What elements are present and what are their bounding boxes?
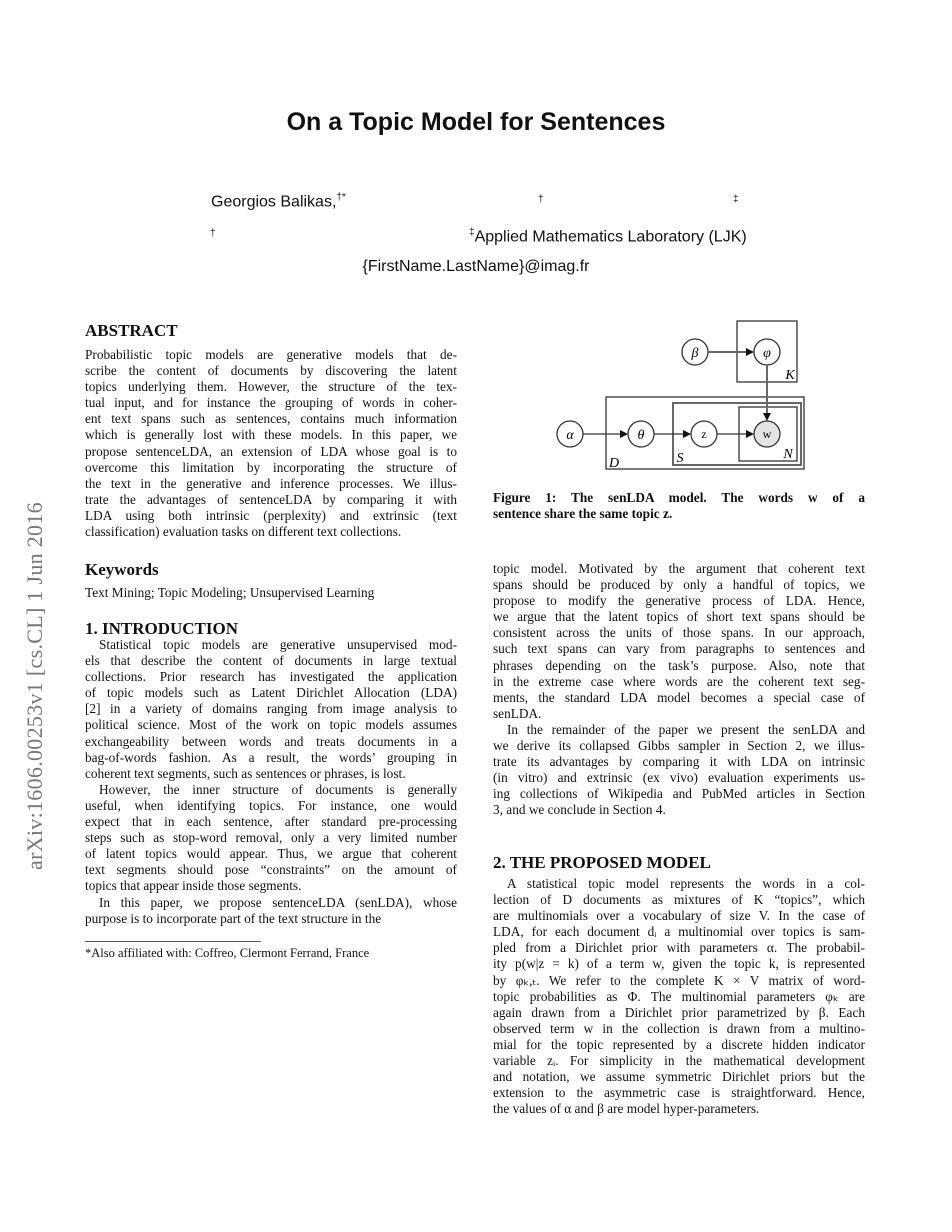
text-line: political science. Most of the work on topic models assumes	[85, 717, 457, 733]
text-line: consistent across the units of those spans. In our approach,	[493, 625, 865, 641]
text-line: LDA using both intrinsic (perplexity) and extrinsic (text	[85, 507, 457, 523]
text-line: purpose is to incorporate part of the text structure in the	[85, 910, 382, 926]
text-line: we argue that the latent topics of short text spans should be	[493, 609, 865, 625]
text-line: useful, when identifying topics. For instance, one would	[85, 797, 457, 813]
arxiv-identifier: arXiv:1606.00253v1 [cs.CL] 1 Jun 2016	[22, 502, 47, 870]
label-phi: φ	[763, 346, 771, 361]
text-line: of topic models such as Latent Dirichlet Allocation (LDA)	[85, 685, 457, 701]
text-line: by φₖ,ₜ. We refer to the complete K × V matrix of word-	[493, 972, 865, 988]
text-line: Statistical topic models are generative unsupervised mod-	[99, 637, 457, 652]
text-line: the text in the generative and inference processes. We illus-	[85, 475, 457, 491]
label-w: w	[762, 427, 772, 441]
text-line: such text spans can vary from paragraphs to sentences and	[493, 641, 865, 657]
text-line: of latent topics would appear. Thus, we argue that coherent	[85, 846, 457, 862]
text-line: again drawn from a Dirichlet prior parametrized by β. Each	[493, 1004, 865, 1020]
text-line: senLDA.	[493, 705, 542, 721]
text-line: are multinomials over a vocabulary of size V. In the case of	[493, 908, 865, 924]
text-line: ity p(w|z = k) of a term w, given the topic k, is represented	[493, 956, 865, 972]
text-line: the values of α and β are model hyper-parameters.	[493, 1101, 760, 1117]
plate-label-S: S	[676, 451, 684, 466]
text-line: topic model. Motivated by the argument that coherent text	[493, 561, 865, 576]
text-line: propose sentenceLDA, an extension of LDA whose goal is to	[85, 443, 457, 459]
text-line: (in vitro) and extrinsic (ex vivo) evaluation experiments us-	[493, 770, 865, 786]
intro-continued	[493, 561, 865, 819]
text-line: overcome this limitation by incorporating the structure of	[85, 459, 457, 475]
text-line: text segments should pose “constraints” on the amount of	[85, 862, 457, 878]
text-line: However, the inner structure of documents is generally	[99, 781, 457, 797]
affiliation-lab	[469, 227, 747, 246]
affiliation-name: Applied Mathematics Laboratory (LJK)	[474, 228, 747, 246]
text-line: in the extreme case where words are the coherent text seg-	[493, 673, 865, 689]
abstract-heading: ABSTRACT	[85, 321, 178, 340]
label-beta: β	[691, 346, 699, 361]
text-line: [2] in a variety of domains ranging from image analysis to	[85, 701, 457, 717]
paper-title: On a Topic Model for Sentences	[286, 108, 666, 136]
text-line: ments, the standard LDA model becomes a special case of	[493, 689, 865, 705]
text-line: expect that in each sentence, after standard pre-processing	[85, 814, 457, 830]
plate-label-N: N	[783, 447, 793, 462]
text-line: In this paper, we propose sentenceLDA (senLDA), whose	[99, 894, 457, 910]
text-line: tual input, and for instance the grouping of words in coher-	[85, 395, 457, 411]
text-line: LDA, for each document dᵢ a multinomial over topics is sam-	[493, 924, 865, 940]
plate-label-D: D	[608, 456, 620, 471]
text-line: trate the advantages of sentenceLDA by comparing it with	[85, 491, 457, 507]
text-line: variable zᵢ. For simplicity in the mathematical development	[493, 1053, 865, 1069]
text-line: lection of D documents as mixtures of K “topics”, which	[493, 892, 865, 908]
text-line: coherent text segments, such as sentences or phrases, is lost.	[85, 765, 406, 781]
abstract-body	[85, 347, 457, 540]
text-line: A statistical topic model represents the words in a col-	[507, 876, 865, 891]
figure-caption	[493, 490, 865, 522]
text-line: pled from a Dirichlet prior with parameters α. The probabil-	[493, 940, 865, 956]
author-mark: ‡	[733, 194, 739, 205]
text-line: topics underlying them. However, the structure of the tex-	[85, 379, 457, 395]
author-mark: †	[538, 194, 544, 205]
text-line: scribe the content of documents by discovering the latent	[85, 363, 457, 379]
text-line: Probabilistic topic models are generative models that de-	[85, 347, 457, 362]
text-line: which is generally lost with these models. In this paper, we	[85, 427, 457, 443]
affiliation-mark: †	[210, 228, 216, 239]
author-line	[211, 192, 346, 211]
text-line: observed term w in the collection is drawn from a multino-	[493, 1020, 865, 1036]
plate-label-K: K	[785, 368, 795, 383]
text-line: sentence share the same topic z.	[493, 506, 673, 522]
keywords-heading: Keywords	[85, 560, 159, 579]
text-line: we derive its collapsed Gibbs sampler in Section 2, we illus-	[493, 738, 865, 754]
text-line: In the remainder of the paper we present the senLDA and	[507, 721, 865, 737]
author-name: Georgios Balikas,	[211, 193, 337, 211]
text-line: ent text spans such as sentences, contains much information	[85, 411, 457, 427]
text-line: bag-of-words fashion. As a result, the words’ grouping in	[85, 749, 457, 765]
text-line: ing collections of Wikipedia and PubMed articles in Section	[493, 786, 865, 802]
text-line: classification) evaluation tasks on different text collections.	[85, 524, 402, 540]
text-line: phrases depending on the task’s purpose. Also, note that	[493, 657, 865, 673]
author-marks: †*	[336, 192, 346, 203]
text-line: Figure 1: The senLDA model. The words w of a	[493, 490, 865, 505]
label-z: z	[701, 427, 707, 441]
text-line: mial for the topic represented by a discrete hidden indicator	[493, 1036, 865, 1052]
footnote: *Also affiliated with: Coffreo, Clermont Ferrand, France	[85, 946, 370, 960]
text-line: collections. Prior research has investigated the application	[85, 669, 457, 685]
intro-body	[85, 637, 457, 927]
text-line: trate its advantages by comparing it with LDA on intrinsic	[493, 754, 865, 770]
text-line: els that describe the content of documents in large textual	[85, 653, 457, 669]
text-line: spans should be produced by only a handful of topics, we	[493, 577, 865, 593]
label-alpha: α	[566, 428, 574, 443]
text-line: topics that appear inside those segments.	[85, 878, 302, 894]
text-line: propose to modify the generative process of LDA. Hence,	[493, 593, 865, 609]
text-line: steps such as stop-word removal, only a very limited number	[85, 830, 457, 846]
section-1-heading: 1. INTRODUCTION	[85, 619, 239, 638]
section-2-heading: 2. THE PROPOSED MODEL	[493, 853, 711, 872]
label-theta: θ	[637, 428, 645, 443]
footnote-rule	[85, 941, 261, 942]
keywords-text: Text Mining; Topic Modeling; Unsupervised Learning	[85, 585, 375, 600]
email: {FirstName.LastName}@imag.fr	[362, 258, 590, 275]
model-body	[493, 876, 865, 1117]
affiliation-mark: ‡	[469, 227, 475, 238]
graphical-model-figure	[540, 315, 840, 475]
text-line: topic probabilities as Φ. The multinomial parameters φₖ are	[493, 988, 865, 1004]
text-line: 3, and we conclude in Section 4.	[493, 802, 666, 818]
text-line: and notation, we assume symmetric Dirichlet priors but the	[493, 1069, 865, 1085]
text-line: extension to the asymmetric case is straightforward. Hence,	[493, 1085, 865, 1101]
text-line: exchangeability between words and treats documents in a	[85, 733, 457, 749]
